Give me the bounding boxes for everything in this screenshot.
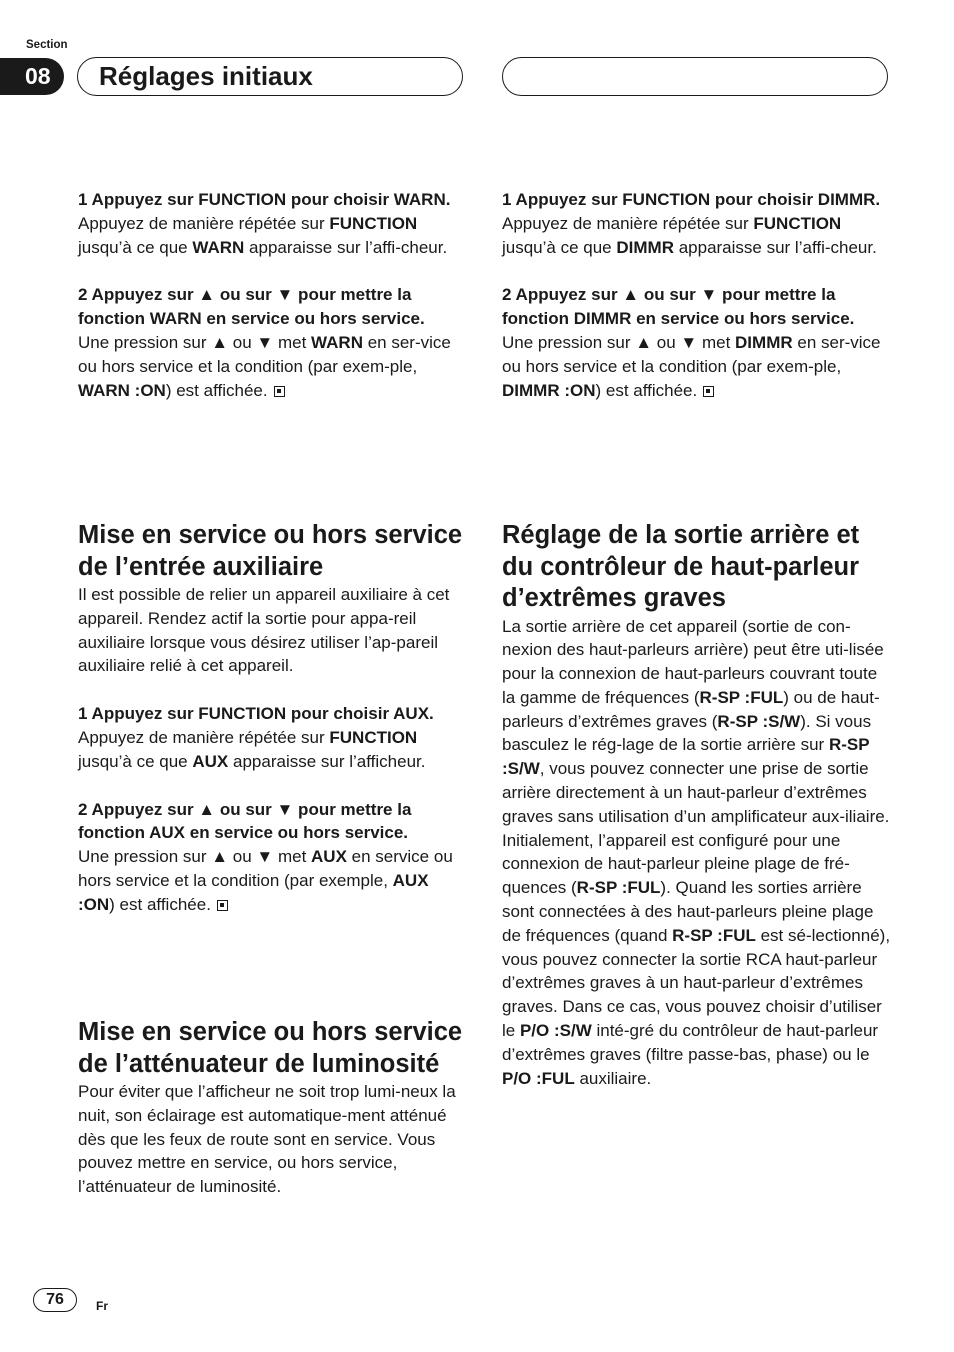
- text-run: apparaisse sur l’affi-cheur.: [244, 237, 448, 257]
- dimmer-heading: Mise en service ou hors service de l’atténuateur de luminosité: [78, 1018, 463, 1078]
- text-run: Appuyez de manière répétée sur: [78, 727, 330, 747]
- text-run: en service ou hors service et la condition (par exemple,: [78, 847, 453, 890]
- aux-step2-title: 2 Appuyez sur ▲ ou sur ▼ pour mettre la fonction AUX en service ou hors service.: [78, 799, 412, 843]
- warn-label: WARN: [311, 332, 363, 352]
- text-run: Initialement, l’appareil est configuré pour une connexion de haut-parleur pleine plage de fré-quences (: [502, 830, 850, 898]
- text-run: inté-gré du contrôleur de haut-parleur d’extrêmes graves (filtre passe-bas, phase) ou le: [502, 1021, 879, 1064]
- rear-output-heading: Réglage de la sortie arrière et du contrôleur de haut-parleur d’extrêmes graves: [502, 521, 860, 612]
- dimmr-label: DIMMR: [616, 237, 674, 257]
- text-run: est sé-lectionné), vous pouvez connecter la sortie RCA haut-parleur d’extrêmes graves à un haut-parleur d’extrêmes graves. Dans ce cas, vous pouvez choisir d’utiliser le: [502, 925, 891, 1041]
- dimmer-intro: Pour éviter que l’afficheur ne soit trop lumi-neux la nuit, son éclairage est automatique-ment atténué dès que les feux de route sont en service. Vous pouvez mettre en service, ou hors service, l’atténuateur de luminosité.: [78, 1082, 456, 1197]
- end-mark-icon: [217, 900, 228, 911]
- dimmr-on-label: DIMMR :ON: [502, 380, 596, 400]
- text-run: ) est affichée.: [595, 380, 698, 400]
- warn-step2-body: [78, 331, 468, 402]
- rsp-ful-label: R-SP :FUL: [672, 925, 756, 945]
- aux-label: AUX: [192, 751, 229, 771]
- aux-label: AUX: [311, 847, 347, 867]
- rsp-ful-label: R-SP :FUL: [699, 687, 784, 707]
- text-run: en ser-vice ou hors service et la condition (par exem-ple,: [502, 332, 881, 376]
- text-run: Appuyez de manière répétée sur: [78, 213, 330, 233]
- po-sw-label: P/O :S/W: [519, 1021, 592, 1041]
- aux-step1-title: 1 Appuyez sur FUNCTION pour choisir AUX.: [78, 704, 434, 724]
- text-run: ). Si vous basculez le rég-lage de la sortie arrière sur: [502, 711, 872, 755]
- text-run: jusqu’à ce que: [78, 237, 193, 257]
- text-run: jusqu’à ce que: [502, 237, 617, 257]
- header-empty-box: [502, 57, 888, 96]
- language-code: Fr: [96, 1299, 108, 1313]
- rsp-sw-label: R-SP :S/W: [502, 735, 870, 779]
- rsp-sw-label: R-SP :S/W: [717, 711, 801, 731]
- section-label: Section: [26, 39, 68, 51]
- function-key: FUNCTION: [753, 213, 842, 233]
- text-run: ). Quand les sorties arrière sont connectées à des haut-parleurs pleine plage de fréquences (quand: [502, 878, 874, 945]
- warn-step1-body: [78, 212, 468, 260]
- dimmr-step1-body: [502, 212, 892, 260]
- aux-heading: Mise en service ou hors service de l’entrée auxiliaire: [78, 521, 463, 581]
- end-mark-icon: [274, 386, 285, 397]
- text-run: , vous pouvez connecter une prise de sortie arrière directement à un haut-parleur d’extrêmes graves sans utilisation d’un amplificateur aux-iliaire.: [502, 759, 890, 826]
- dimmr-step2-title: 2 Appuyez sur ▲ ou sur ▼ pour mettre la fonction DIMMR en service ou hors service.: [502, 285, 855, 329]
- aux-intro: Il est possible de relier un appareil auxiliaire à cet appareil. Rendez actif la sortie pour appa-reil auxiliaire lorsque vous désirez utiliser l’ap-pareil auxiliaire relié à cet appareil.: [78, 585, 450, 676]
- warn-on-label: WARN :ON: [78, 380, 166, 400]
- aux-step1-body: [78, 726, 468, 774]
- dimmr-step2-body: [502, 331, 892, 402]
- warn-step2-title: 2 Appuyez sur ▲ ou sur ▼ pour mettre la fonction WARN en service ou hors service.: [78, 285, 425, 329]
- aux-step2-body: [78, 845, 468, 916]
- rear-output-section: [502, 520, 892, 1090]
- dimmr-step1-title: 1 Appuyez sur FUNCTION pour choisir DIMMR.: [502, 190, 881, 209]
- page-title: Réglages initiaux: [77, 57, 463, 96]
- text-run: Une pression sur ▲ ou ▼ met: [78, 847, 312, 867]
- text-run: La sortie arrière de cet appareil (sortie de con-nexion des haut-parleurs arrière) peut être uti-lisée pour la connexion de haut-parleurs couvrant toute la gamme de fréquences (: [502, 616, 884, 707]
- text-run: jusqu’à ce que: [78, 751, 193, 771]
- page-number: 76: [33, 1288, 77, 1312]
- text-run: ) est affichée.: [109, 894, 211, 914]
- text-run: Appuyez de manière répétée sur: [502, 213, 754, 233]
- text-run: ) est affichée.: [165, 380, 268, 400]
- text-run: Une pression sur ▲ ou ▼ met: [78, 332, 312, 352]
- right-column: [502, 188, 892, 402]
- warn-step1-title: 1 Appuyez sur FUNCTION pour choisir WARN.: [78, 190, 451, 209]
- left-column: [78, 188, 468, 402]
- text-run: en ser-vice ou hors service et la condition (par exem-ple,: [78, 332, 451, 376]
- dimmer-section: [78, 1017, 468, 1199]
- end-mark-icon: [703, 386, 714, 397]
- rear-output-para2: [502, 829, 892, 1091]
- function-key: FUNCTION: [329, 727, 418, 747]
- text-run: auxiliaire.: [574, 1068, 652, 1088]
- text-run: apparaisse sur l’afficheur.: [228, 751, 426, 771]
- aux-on-label: AUX :ON: [78, 870, 429, 914]
- dimmr-label: DIMMR: [735, 332, 793, 352]
- po-ful-label: P/O :FUL: [502, 1068, 575, 1088]
- warn-label: WARN: [192, 237, 245, 257]
- text-run: ) ou de haut-parleurs d’extrêmes graves (: [502, 687, 880, 731]
- function-key: FUNCTION: [329, 213, 418, 233]
- rear-output-para1: [502, 615, 892, 829]
- rsp-ful-label: R-SP :FUL: [576, 878, 661, 898]
- aux-section: [78, 520, 468, 917]
- text-run: apparaisse sur l’affi-cheur.: [673, 237, 877, 257]
- text-run: Une pression sur ▲ ou ▼ met: [502, 332, 736, 352]
- section-number: 08: [0, 58, 64, 95]
